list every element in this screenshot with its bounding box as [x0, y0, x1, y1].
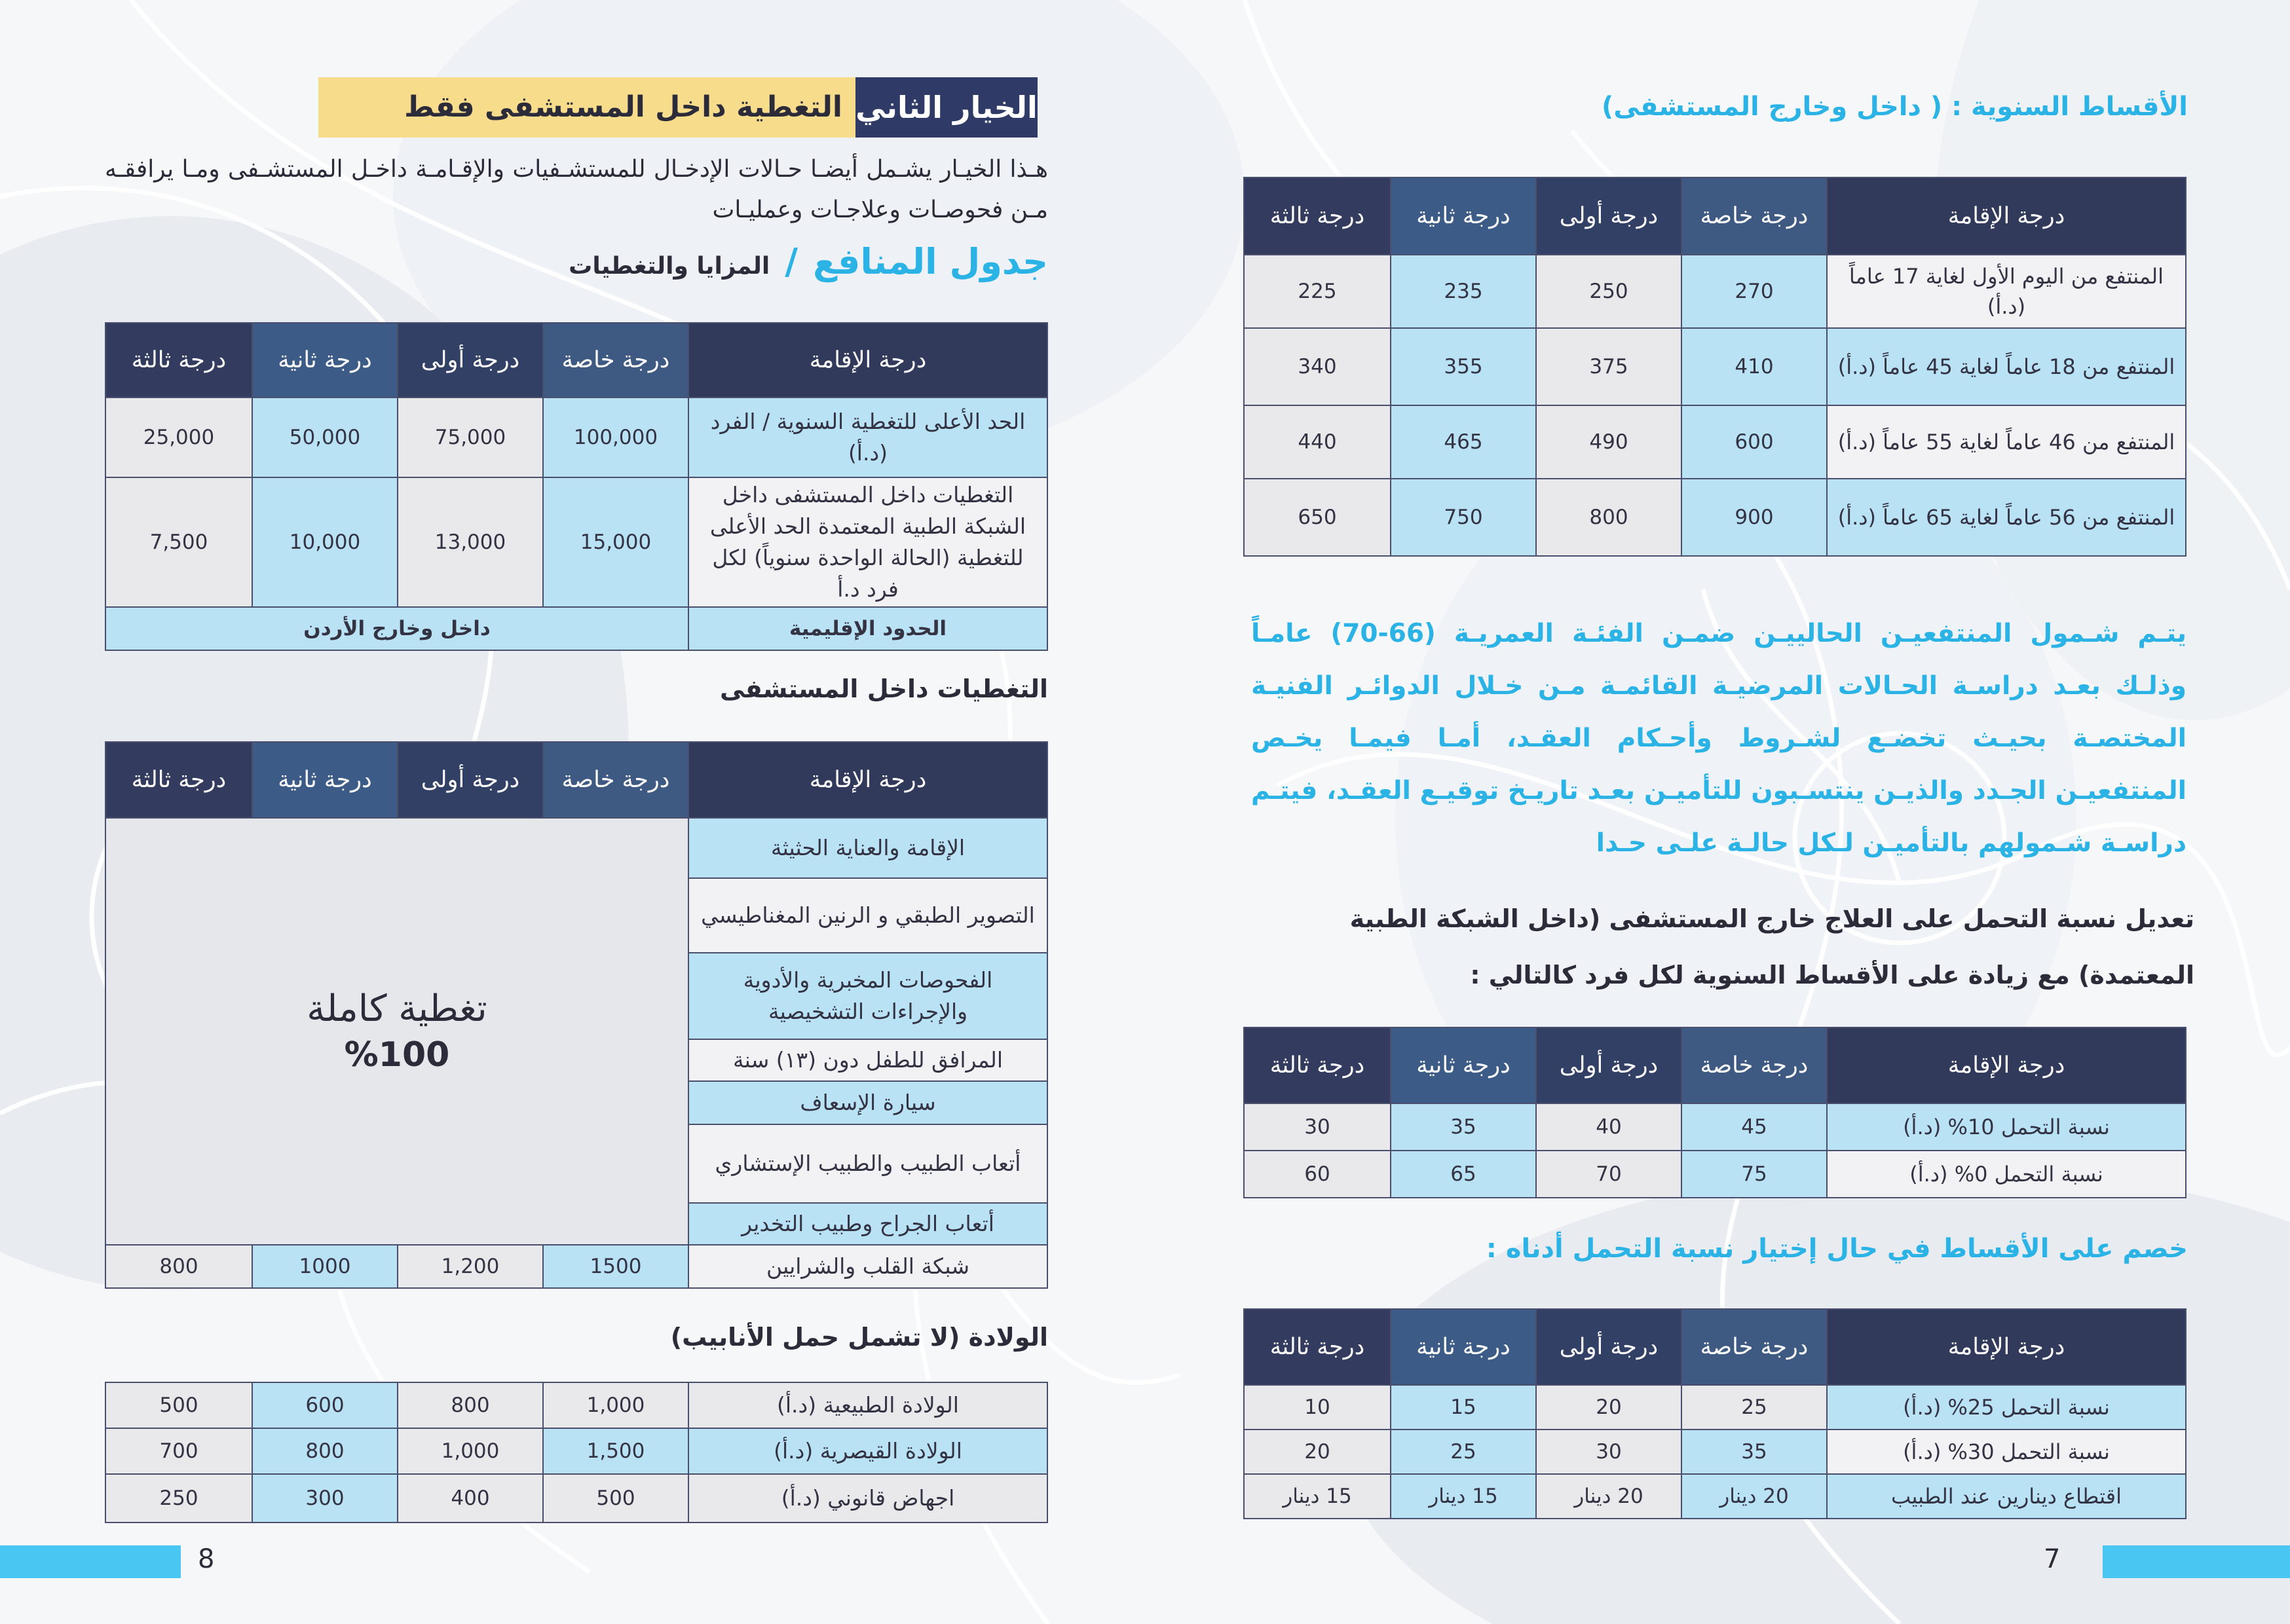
header-special: درجة خاصة: [543, 323, 688, 397]
header-second: درجة ثانية: [1391, 177, 1536, 255]
row-label: الحد الأعلى للتغطية السنوية / الفرد (د.أ): [688, 397, 1047, 477]
cell-value: 20: [1536, 1385, 1681, 1430]
cell-value: 1,000: [398, 1428, 543, 1474]
cell-value: 100,000: [543, 397, 688, 477]
cell-value: 300: [252, 1474, 398, 1522]
table-row: [105, 477, 1047, 607]
header-first: درجة أولى: [1536, 1309, 1681, 1385]
row-label: الولادة القيصرية (د.أ): [688, 1428, 1047, 1474]
header-first: درجة أولى: [398, 742, 543, 818]
table-row: [1244, 255, 2186, 328]
discount-heading: خصم على الأقساط في حال إختيار نسبة التحمل أدناه :: [1486, 1234, 2188, 1264]
cell-value: 600: [252, 1382, 398, 1428]
benefits-table: [105, 322, 1048, 651]
cell-value: 25,000: [105, 397, 252, 477]
header-special: درجة خاصة: [543, 742, 688, 818]
table-row: [1244, 479, 2186, 556]
header-second: درجة ثانية: [1391, 1027, 1536, 1103]
cell-value: 750: [1391, 479, 1536, 556]
cell-value: 800: [1536, 479, 1681, 556]
cell-value: 45: [1681, 1103, 1827, 1151]
inpatient-table: [105, 741, 1048, 1289]
cell-value: 650: [1244, 479, 1391, 556]
table-header-row: [1244, 177, 2186, 255]
benefits-slash: /: [785, 241, 798, 282]
cell-value: 1500: [543, 1245, 688, 1288]
row-label: نسبة التحمل 10% (د.أ): [1827, 1103, 2186, 1151]
page-bar-left: [0, 1545, 181, 1578]
header-second: درجة ثانية: [252, 742, 398, 818]
cell-value: 35: [1391, 1103, 1536, 1151]
full-coverage-cell: [105, 818, 688, 1245]
full-coverage-text: تغطية كاملة: [307, 987, 487, 1030]
coverage-item: سيارة الإسعاف: [688, 1081, 1047, 1124]
cell-value: 30: [1536, 1430, 1681, 1474]
header-residence: درجة الإقامة: [688, 742, 1047, 818]
cell-value: 75: [1681, 1151, 1827, 1198]
table-header-row: [1244, 1027, 2186, 1103]
header-special: درجة خاصة: [1681, 177, 1827, 255]
cell-value: 600: [1681, 405, 1827, 479]
page-number-left: 8: [198, 1544, 215, 1574]
cell-value: 400: [398, 1474, 543, 1522]
row-label: الولادة الطبيعية (د.أ): [688, 1382, 1047, 1428]
benefits-title: جدول المنافع: [813, 241, 1048, 282]
table-row: [105, 818, 1047, 878]
coverage-item: الفحوصات المخبرية والأدوية والإجراءات التشخيصية: [688, 953, 1047, 1039]
cell-value: 440: [1244, 405, 1391, 479]
cell-value: 500: [543, 1474, 688, 1522]
table-row: [1244, 328, 2186, 405]
header-special: درجة خاصة: [1681, 1027, 1827, 1103]
cell-value: 70: [1536, 1151, 1681, 1198]
cell-value: 410: [1681, 328, 1827, 405]
cell-value: 355: [1391, 328, 1536, 405]
cardiac-label: شبكة القلب والشرايين: [688, 1245, 1047, 1288]
header-residence: درجة الإقامة: [1827, 177, 2186, 255]
cell-value: 13,000: [398, 477, 543, 607]
header-residence: درجة الإقامة: [1827, 1309, 2186, 1385]
cell-value: 800: [105, 1245, 252, 1288]
premiums-heading: الأقساط السنوية : ( داخل وخارج المستشفى): [1601, 92, 2188, 122]
table-row: [1244, 1151, 2186, 1198]
cell-value: 1,200: [398, 1245, 543, 1288]
cell-value: 340: [1244, 328, 1391, 405]
page-number-right: 7: [2044, 1544, 2061, 1574]
maternity-heading: الولادة (لا تشمل حمل الأنابيب): [670, 1323, 1048, 1352]
benefits-subtitle: المزايا والتغطيات: [569, 253, 770, 280]
table-header-row: [1244, 1309, 2186, 1385]
page-bar-right: [2103, 1545, 2290, 1578]
row-label: اقتطاع دينارين عند الطبيب: [1827, 1474, 2186, 1519]
coverage-item: المرافق للطفل دون (١٣) سنة: [688, 1039, 1047, 1081]
cell-value: 15,000: [543, 477, 688, 607]
cell-value: 20 دينار: [1536, 1474, 1681, 1519]
header-third: درجة ثالثة: [1244, 1027, 1391, 1103]
header-residence: درجة الإقامة: [688, 323, 1047, 397]
header-third: درجة ثالثة: [105, 323, 252, 397]
header-third: درجة ثالثة: [1244, 177, 1391, 255]
cell-value: 60: [1244, 1151, 1391, 1198]
option-badge-label: الخيار الثاني: [855, 90, 1038, 125]
table-row: [1244, 1103, 2186, 1151]
table-row: [105, 1245, 1047, 1288]
table-row: [105, 1474, 1047, 1522]
header-third: درجة ثالثة: [105, 742, 252, 818]
copay-heading: تعديل نسبة التحمل على العلاج خارج المستشفى (داخل الشبكة الطبية المعتمدة) مع زيادة على الأقساط السنوية لكل فرد كالتالي :: [1349, 904, 2194, 989]
cell-value: 490: [1536, 405, 1681, 479]
cell-value: 7,500: [105, 477, 252, 607]
coverage-item: أتعاب الطبيب والطبيب الإستشاري: [688, 1124, 1047, 1203]
cell-value: 465: [1391, 405, 1536, 479]
cell-value: 25: [1681, 1385, 1827, 1430]
table-row: [105, 1428, 1047, 1474]
table-row: [105, 607, 1047, 650]
row-label: المنتفع من 18 عاماً لغاية 45 عاماً (د.أ): [1827, 328, 2186, 405]
coverage-item: أتعاب الجراح وطبيب التخدير: [688, 1203, 1047, 1245]
table-row: [1244, 1430, 2186, 1474]
header-first: درجة أولى: [1536, 1027, 1681, 1103]
maternity-table: [105, 1382, 1048, 1523]
cell-value: 50,000: [252, 397, 398, 477]
cell-value: 700: [105, 1428, 252, 1474]
cell-value: 800: [252, 1428, 398, 1474]
coverage-item: الإقامة والعناية الحثيثة: [688, 818, 1047, 878]
table-row: [105, 397, 1047, 477]
coverage-paragraph: يتـم شـمول المنتفعيـن الحالييـن ضمـن الفئـة العمريـة (66-70) عامـاً وذلـك بعـد دراسـة الحـالات المرضيـة القائمـة مـن خـلال الدوائـر الفنيـة المختصـة بحيـث تخضـع لشـروط وأحـكام العقـد، أمـا فيمـا يخـص المنتفعيـن الجـدد والذيـن ينتسـبون للتأميـن بعـد تاريـخ توقيـع العقـد، فيتـم دراسـة شـمولهم بالتأميـن لـكل حالـة علـى حـدا: [1251, 619, 2187, 858]
table-row: [1244, 405, 2186, 479]
cell-value: 270: [1681, 255, 1827, 328]
regional-label: الحدود الإقليمية: [688, 607, 1047, 650]
cell-value: 250: [105, 1474, 252, 1522]
full-coverage-percent: %100: [344, 1035, 450, 1075]
cell-value: 20: [1244, 1430, 1391, 1474]
header-first: درجة أولى: [398, 323, 543, 397]
cell-value: 15 دينار: [1244, 1474, 1391, 1519]
row-label: اجهاض قانوني (د.أ): [688, 1474, 1047, 1522]
cell-value: 10,000: [252, 477, 398, 607]
cell-value: 235: [1391, 255, 1536, 328]
cell-value: 75,000: [398, 397, 543, 477]
cell-value: 1000: [252, 1245, 398, 1288]
cell-value: 25: [1391, 1430, 1536, 1474]
cell-value: 500: [105, 1382, 252, 1428]
cell-value: 1,500: [543, 1428, 688, 1474]
cell-value: 250: [1536, 255, 1681, 328]
benefits-heading: [459, 241, 1048, 293]
header-first: درجة أولى: [1536, 177, 1681, 255]
cell-value: 1,000: [543, 1382, 688, 1428]
coverage-item: التصوير الطبقي و الرنين المغناطيسي: [688, 878, 1047, 953]
header-second: درجة ثانية: [1391, 1309, 1536, 1385]
cell-value: 35: [1681, 1430, 1827, 1474]
header-special: درجة خاصة: [1681, 1309, 1827, 1385]
row-label: نسبة التحمل 25% (د.أ): [1827, 1385, 2186, 1430]
table-header-row: [105, 742, 1047, 818]
table-row: [105, 1382, 1047, 1428]
header-second: درجة ثانية: [252, 323, 398, 397]
row-label: المنتفع من 56 عاماً لغاية 65 عاماً (د.أ): [1827, 479, 2186, 556]
row-label: المنتفع من 46 عاماً لغاية 55 عاماً (د.أ): [1827, 405, 2186, 479]
cell-value: 65: [1391, 1151, 1536, 1198]
header-residence: درجة الإقامة: [1827, 1027, 2186, 1103]
cell-value: 40: [1536, 1103, 1681, 1151]
regional-value: داخل وخارج الأردن: [105, 607, 688, 650]
cell-value: 800: [398, 1382, 543, 1428]
copay-table: [1243, 1027, 2187, 1198]
table-header-row: [105, 323, 1047, 397]
row-label: نسبة التحمل 30% (د.أ): [1827, 1430, 2186, 1474]
cell-value: 375: [1536, 328, 1681, 405]
row-label: التغطيات داخل المستشفى داخل الشبكة الطبية المعتمدة الحد الأعلى للتغطية (الحالة الواحدة سنوياً) لكل فرد د.أ: [688, 477, 1047, 607]
header-third: درجة ثالثة: [1244, 1309, 1391, 1385]
cell-value: 20 دينار: [1681, 1474, 1827, 1519]
row-label: المنتفع من اليوم الأول لغاية 17 عاماً (د.أ): [1827, 255, 2186, 328]
option-header: [318, 77, 1038, 138]
table-row: [1244, 1474, 2186, 1519]
table-row: [1244, 1385, 2186, 1430]
cell-value: 900: [1681, 479, 1827, 556]
cell-value: 15 دينار: [1391, 1474, 1536, 1519]
discount-table: [1243, 1308, 2187, 1519]
cell-value: 30: [1244, 1103, 1391, 1151]
intro-paragraph: هـذا الخيـار يشـمل أيضـا حـالات الإدخـال للمستشـفيات والإقـامـة داخـل المستشـفى ومـا يرافقـه مـن فحوصـات وعلاجـات وعمليـات: [105, 156, 1048, 223]
cell-value: 10: [1244, 1385, 1391, 1430]
cell-value: 15: [1391, 1385, 1536, 1430]
cell-value: 225: [1244, 255, 1391, 328]
option-title: التغطية داخل المستشفى فقط: [404, 90, 842, 124]
premiums-table: [1243, 177, 2187, 557]
row-label: نسبة التحمل 0% (د.أ): [1827, 1151, 2186, 1198]
inpatient-heading: التغطيات داخل المستشفى: [720, 674, 1048, 703]
